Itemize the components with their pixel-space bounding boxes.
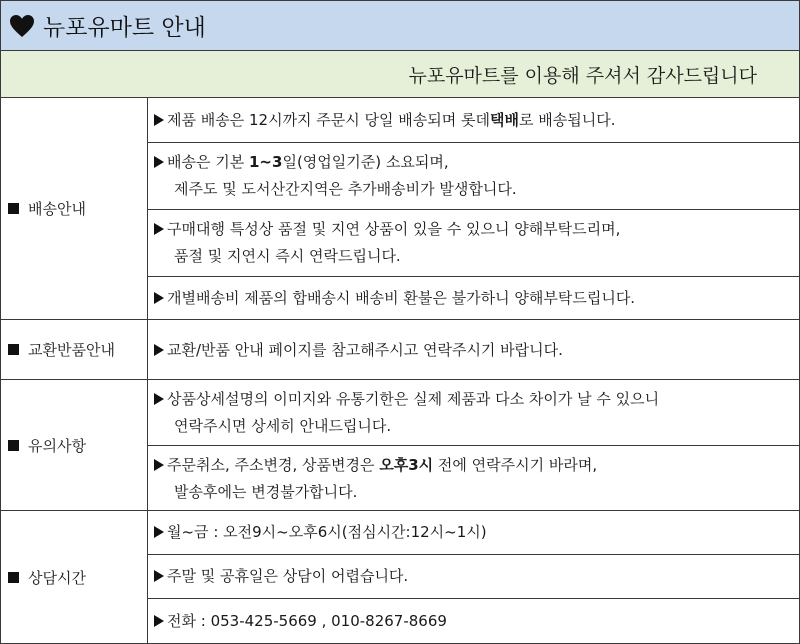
- page-title: 뉴포유마트 안내: [43, 15, 206, 41]
- heart-icon: [9, 14, 35, 38]
- notice-item: [148, 210, 799, 277]
- notice-line: [154, 149, 799, 176]
- section-label: [1, 511, 148, 643]
- notice-text: 전화 : 053-425-5669 , 010-8267-8669: [167, 611, 447, 630]
- notice-text: 품절 및 지연시 즉시 연락드립니다.: [174, 247, 401, 265]
- notice-item: [148, 277, 799, 320]
- notice-item: [148, 320, 799, 380]
- section-label-text: 유의사항: [28, 436, 86, 455]
- notice-text: 제품 배송은 12시까지 주문시 당일 배송되며 롯데: [167, 110, 491, 129]
- triangle-bullet-icon: [154, 459, 164, 471]
- notice-line: [154, 107, 799, 134]
- notice-item: [148, 555, 799, 599]
- notice-line: [154, 216, 799, 243]
- title-bar: [1, 1, 799, 51]
- section-exchange-return: [1, 320, 799, 380]
- notice-line: [154, 413, 799, 440]
- notice-line: [154, 176, 799, 203]
- emphasis-text: 오후3시: [379, 455, 434, 474]
- notice-text: 월~금 : 오전9시~오후6시(점심시간:12시~1시): [167, 523, 487, 541]
- thanks-banner: [1, 51, 799, 98]
- triangle-bullet-icon: [154, 526, 164, 538]
- notice-text: 교환/반품 안내 페이지를 참고해주시고 연락주시기 바랍니다.: [167, 340, 563, 359]
- notice-line: [154, 285, 799, 312]
- notice-text: 일(영업일기준) 소요되며,: [282, 153, 449, 171]
- triangle-bullet-icon: [154, 344, 164, 356]
- notice-line: [154, 452, 799, 479]
- notice-text: 개별배송비 제품의 합배송시 배송비 환불은 불가하니 양해부탁드립니다.: [167, 289, 636, 307]
- notice-line: [154, 243, 799, 270]
- emphasis-text: 1~3: [249, 153, 283, 171]
- triangle-bullet-icon: [154, 570, 164, 582]
- notice-item: [148, 446, 799, 511]
- thanks-text: 뉴포유마트를 이용해 주셔서 감사드립니다: [408, 64, 757, 87]
- section-label-text: 배송안내: [28, 200, 86, 218]
- triangle-bullet-icon: [154, 156, 164, 168]
- triangle-bullet-icon: [154, 615, 164, 627]
- notice-line: [154, 337, 799, 364]
- section-label: [1, 98, 148, 319]
- notice-text: 구매대행 특성상 품절 및 지연 상품이 있을 수 있으니 양해부탁드리며,: [167, 220, 621, 238]
- notice-item: [148, 599, 799, 643]
- square-bullet-icon: [8, 572, 19, 583]
- notice-line: [154, 608, 799, 635]
- notice-text: 제주도 및 도서산간지역은 추가배송비가 발생합니다.: [174, 180, 517, 198]
- triangle-bullet-icon: [154, 223, 164, 235]
- section-consultation-hours: [1, 511, 799, 643]
- notice-item: [148, 380, 799, 446]
- notice-item: [148, 98, 799, 143]
- notice-text: 연락주시면 상세히 안내드립니다.: [174, 416, 392, 435]
- notice-text: 주문취소, 주소변경, 상품변경은: [167, 455, 380, 474]
- notice-item: [148, 511, 799, 555]
- notice-text: 배송은 기본: [167, 153, 249, 171]
- notice-text: 상품상세설명의 이미지와 유통기한은 실제 제품과 다소 차이가 날 수 있으니: [167, 389, 660, 408]
- notice-text: 로 배송됩니다.: [519, 110, 616, 129]
- triangle-bullet-icon: [154, 292, 164, 304]
- section-shipping: [1, 98, 799, 320]
- emphasis-text: 택배: [490, 110, 519, 129]
- square-bullet-icon: [8, 203, 19, 214]
- triangle-bullet-icon: [154, 114, 164, 126]
- notice-line: [154, 386, 799, 413]
- square-bullet-icon: [8, 440, 19, 451]
- notice-text: 전에 연락주시기 바라며,: [433, 455, 598, 474]
- section-label: [1, 320, 148, 379]
- notice-line: [154, 563, 799, 590]
- square-bullet-icon: [8, 344, 19, 355]
- triangle-bullet-icon: [154, 393, 164, 405]
- notice-text: 발송후에는 변경불가합니다.: [174, 482, 358, 501]
- section-label-text: 교환반품안내: [28, 341, 115, 359]
- section-notes: [1, 380, 799, 511]
- notice-item: [148, 143, 799, 210]
- notice-text: 주말 및 공휴일은 상담이 어렵습니다.: [167, 567, 409, 585]
- section-label-text: 상담시간: [28, 568, 86, 587]
- notice-line: [154, 479, 799, 506]
- notice-line: [154, 519, 799, 546]
- section-label: [1, 380, 148, 510]
